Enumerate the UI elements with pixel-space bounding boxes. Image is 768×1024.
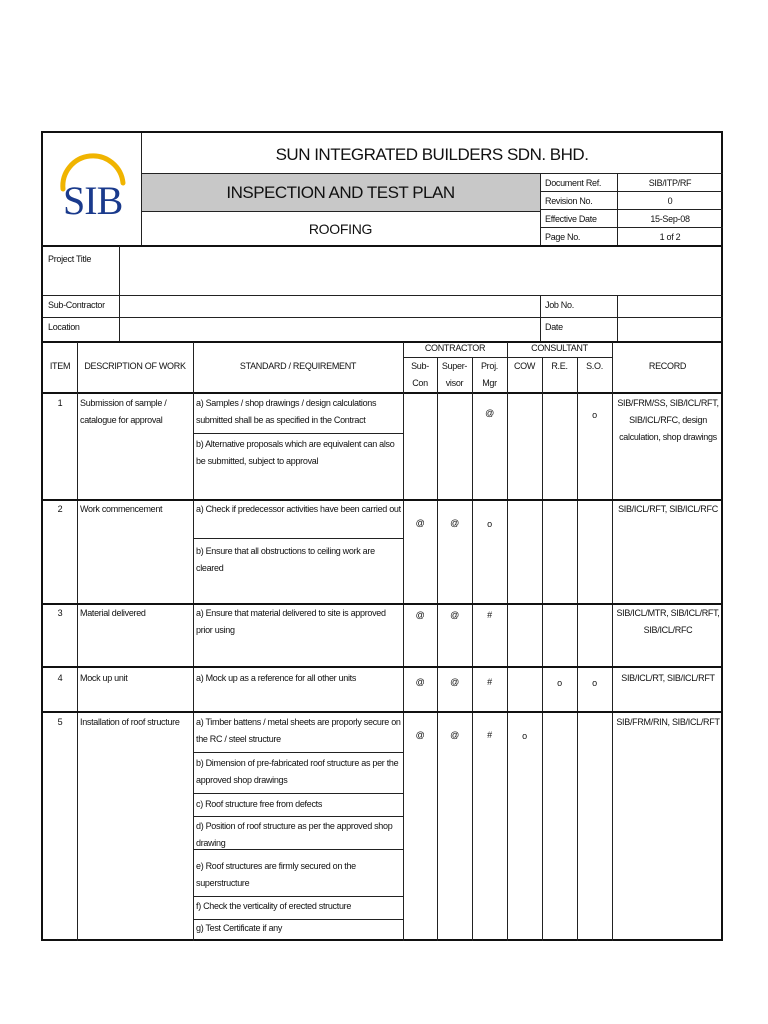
row-requirement: e) Roof structures are firmly secured on the superstructure <box>196 861 356 888</box>
row-sub-con-mark: @ <box>415 610 425 620</box>
company-name: SUN INTEGRATED BUILDERS SDN. BHD. <box>275 145 589 164</box>
row-item-number: 5 <box>57 717 63 727</box>
row-record: SIB/ICL/RFT, SIB/ICL/RFC <box>618 504 718 514</box>
job-no-label: Job No. <box>545 300 574 310</box>
row-item-number: 1 <box>57 398 63 408</box>
plan-subject: ROOFING <box>308 221 373 237</box>
col-standard: STANDARD / REQUIREMENT <box>239 361 357 371</box>
row-item-number: 3 <box>57 608 63 618</box>
row-sub-con-mark: @ <box>415 518 425 528</box>
col-so: S.O. <box>586 361 603 371</box>
col-sub-con-line2: Con <box>412 378 428 388</box>
meta-label-revision: Revision No. <box>545 196 593 206</box>
meta-value-doc-ref: SIB/ITP/RF <box>648 178 692 188</box>
row-proj-mgr-mark: o <box>487 519 492 529</box>
row-requirement: a) Ensure that material delivered to site is approved prior using <box>196 608 386 635</box>
row-cow-mark: o <box>522 731 527 741</box>
row-record: SIB/FRM/RIN, SIB/ICL/RFT <box>616 717 720 727</box>
row-description: Installation of roof structure <box>80 717 180 727</box>
meta-value-revision: 0 <box>667 196 673 206</box>
row-so-mark: o <box>592 678 597 688</box>
col-proj-mgr-line1: Proj. <box>480 361 498 371</box>
col-consultant: CONSULTANT <box>531 343 588 353</box>
row-proj-mgr-mark: # <box>487 677 492 687</box>
col-item: ITEM <box>49 361 71 371</box>
row-requirement: d) Position of roof structure as per the approved shop drawing <box>196 821 393 848</box>
row-description: Submission of sample / catalogue for approval <box>80 398 167 425</box>
meta-value-page-no: 1 of 2 <box>659 232 681 242</box>
col-re: R.E. <box>551 361 568 371</box>
row-re-mark: o <box>557 678 562 688</box>
row-requirement: g) Test Certificate if any <box>196 923 283 933</box>
meta-label-doc-ref: Document Ref. <box>545 178 602 188</box>
row-description: Work commencement <box>80 504 163 514</box>
row-sub-con-mark: @ <box>415 677 425 687</box>
row-requirement: b) Alternative proposals which are equivalent can also be submitted, subject to approval <box>196 439 395 466</box>
subcontractor-label: Sub-Contractor <box>48 300 105 310</box>
plan-title: INSPECTION AND TEST PLAN <box>226 183 455 202</box>
row-requirement: a) Timber battens / metal sheets are proporly secure on the RC / steel structure <box>196 717 401 744</box>
row-requirement: f) Check the verticality of erected structure <box>196 901 352 911</box>
row-record: SIB/ICL/RT, SIB/ICL/RFT <box>621 673 715 683</box>
meta-label-page-no: Page No. <box>545 232 581 242</box>
sib-logo <box>57 149 129 227</box>
row-supervisor-mark: @ <box>450 730 459 740</box>
row-supervisor-mark: @ <box>450 677 459 687</box>
col-supervisor-line2: visor <box>445 378 464 388</box>
row-supervisor-mark: @ <box>450 518 459 528</box>
col-proj-mgr-line2: Mgr <box>482 378 497 388</box>
row-proj-mgr-mark: @ <box>485 408 494 418</box>
row-requirement: b) Dimension of pre-fabricated roof structure as per the approved shop drawings <box>196 758 399 785</box>
row-requirement: a) Mock up as a reference for all other units <box>196 673 357 683</box>
col-supervisor-line1: Super- <box>441 361 468 371</box>
row-supervisor-mark: @ <box>450 610 459 620</box>
row-requirement: b) Ensure that all obstructions to ceiling work are cleared <box>196 546 375 573</box>
row-proj-mgr-mark: # <box>487 730 492 740</box>
row-requirement: a) Check if predecessor activities have been carried out <box>196 504 401 514</box>
row-item-number: 4 <box>57 673 63 683</box>
meta-label-effective-date: Effective Date <box>545 214 597 224</box>
row-requirement: c) Roof structure free from defects <box>196 799 323 809</box>
col-record: RECORD <box>648 361 687 371</box>
itp-document <box>41 131 723 941</box>
date-label: Date <box>545 322 563 332</box>
row-description: Material delivered <box>80 608 146 618</box>
row-so-mark: o <box>592 410 597 420</box>
col-sub-con-line1: Sub- <box>411 361 429 371</box>
logo-text: SIB <box>63 178 123 223</box>
col-cow: COW <box>513 361 536 371</box>
project-title-label: Project Title <box>48 254 92 264</box>
row-sub-con-mark: @ <box>415 730 425 740</box>
col-description: DESCRIPTION OF WORK <box>84 361 186 371</box>
row-requirement: a) Samples / shop drawings / design calculations submitted shall be as specified in the Contract <box>196 398 377 425</box>
row-proj-mgr-mark: # <box>487 610 492 620</box>
row-item-number: 2 <box>57 504 63 514</box>
row-record: SIB/FRM/SS, SIB/ICL/RFT, SIB/ICL/RFC, design calculation, shop drawings <box>617 398 719 442</box>
col-contractor: CONTRACTOR <box>424 343 486 353</box>
row-record: SIB/ICL/MTR, SIB/ICL/RFT, SIB/ICL/RFC <box>616 608 720 635</box>
location-label: Location <box>48 322 80 332</box>
row-description: Mock up unit <box>80 673 128 683</box>
meta-value-effective-date: 15-Sep-08 <box>650 214 690 224</box>
